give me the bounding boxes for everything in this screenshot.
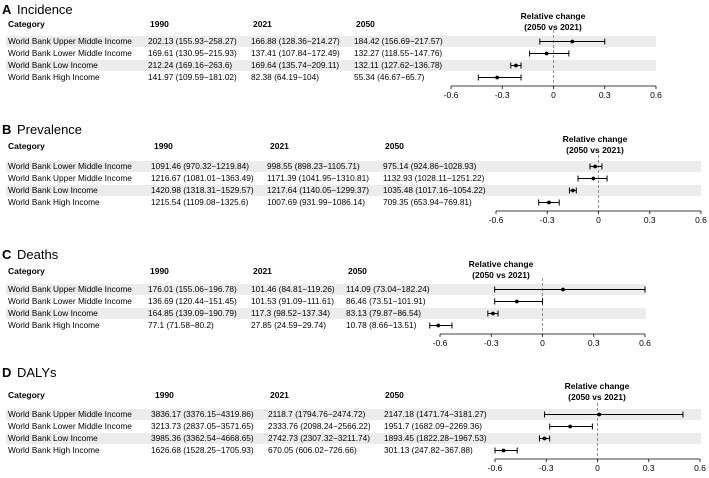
x-tick-label: 0: [540, 338, 545, 348]
value-1990-cell: 3836.17 (3376.15−4319.86): [151, 409, 254, 419]
x-tick-label: -0.3: [483, 338, 499, 348]
x-tick-label: 0.3: [642, 463, 655, 473]
x-tick-label: 0: [596, 215, 601, 225]
header-2021: 2021: [270, 141, 289, 151]
category-cell: World Bank Upper Middle Income: [8, 36, 132, 46]
panel-letter: B: [2, 122, 12, 137]
value-2050-cell: 132.27 (118.55−147.76): [354, 48, 443, 58]
value-2050-cell: 114.09 (73.04−182.24): [346, 284, 430, 294]
x-tick-label: 0.3: [643, 215, 656, 225]
header-category: Category: [8, 266, 45, 276]
panel-letter: D: [2, 365, 12, 380]
x-tick-label: 0: [551, 90, 556, 100]
category-cell: World Bank Low Income: [8, 433, 98, 443]
value-2050-cell: 1035.48 (1017.16−1054.22): [383, 185, 486, 195]
header-2050: 2050: [348, 266, 367, 276]
value-1990-cell: 169.61 (130.95−215.93): [148, 48, 237, 58]
relative-change-period: (2050 vs 2021): [524, 22, 582, 32]
x-tick-label: 0.6: [694, 463, 706, 473]
point-estimate: [502, 449, 506, 453]
point-estimate: [514, 64, 518, 68]
header-category: Category: [8, 141, 45, 151]
x-tick-label: 0.3: [598, 90, 611, 100]
value-1990-cell: 136.69 (120.44−151.45): [148, 296, 237, 306]
category-cell: World Bank Low Income: [8, 308, 98, 318]
value-2050-cell: 86.46 (73.51−101.91): [346, 296, 426, 306]
value-2050-cell: 10.78 (8.66−13.51): [346, 320, 417, 330]
relative-change-label: Relative change: [520, 11, 586, 21]
header-1990: 1990: [150, 19, 169, 29]
category-cell: World Bank High Income: [8, 445, 100, 455]
value-2021-cell: 82.38 (64.19−104): [251, 72, 320, 82]
value-2050-cell: 975.14 (924.86−1028.93): [383, 161, 477, 171]
value-1990-cell: 212.24 (169.16−263.6): [148, 60, 233, 70]
category-cell: World Bank High Income: [8, 72, 100, 82]
value-2050-cell: 184.42 (156.69−217.57): [354, 36, 443, 46]
value-2050-cell: 1893.45 (1822.28−1967.53): [384, 433, 487, 443]
category-cell: World Bank Lower Middle Income: [8, 296, 132, 306]
value-2021-cell: 1171.39 (1041.95−1310.81): [267, 173, 370, 183]
value-1990-cell: 176.01 (155.06−196.78): [148, 284, 237, 294]
panel-prevalence: [0, 122, 709, 232]
value-1990-cell: 141.97 (109.59−181.02): [148, 72, 237, 82]
value-1990-cell: 1626.68 (1528.25−1705.93): [151, 445, 254, 455]
relative-change-period: (2050 vs 2021): [568, 392, 626, 402]
x-tick-label: -0.6: [488, 215, 504, 225]
point-estimate: [597, 413, 601, 417]
value-1990-cell: 1215.54 (1109.08−1325.6): [151, 197, 249, 207]
value-2050-cell: 55.34 (46.67−65.7): [354, 72, 425, 82]
value-2021-cell: 101.53 (91.09−111.61): [251, 296, 334, 306]
point-estimate: [568, 425, 572, 429]
panel-title: DALYs: [17, 365, 57, 380]
point-estimate: [495, 76, 499, 80]
point-estimate: [593, 165, 597, 169]
value-2021-cell: 137.41 (107.84−172.49): [251, 48, 340, 58]
value-2050-cell: 1132.93 (1028.11−1251.22): [383, 173, 485, 183]
header-2050: 2050: [356, 19, 375, 29]
x-tick-label: -0.6: [443, 90, 459, 100]
value-2050-cell: 132.11 (127.62−136.78): [354, 60, 443, 70]
header-2050: 2050: [385, 390, 404, 400]
header-category: Category: [8, 390, 45, 400]
x-tick-label: -0.6: [487, 463, 503, 473]
value-1990-cell: 77.1 (71.58−80.2): [148, 320, 214, 330]
category-cell: World Bank Low Income: [8, 60, 98, 70]
header-1990: 1990: [154, 141, 173, 151]
value-2050-cell: 301.13 (247.82−367.88): [384, 445, 473, 455]
x-tick-label: 0.6: [695, 215, 707, 225]
value-2021-cell: 101.46 (84.81−119.26): [251, 284, 335, 294]
x-tick-label: 0.3: [587, 338, 600, 348]
panel-title: Incidence: [17, 2, 73, 17]
panel-title: Prevalence: [17, 122, 83, 137]
value-1990-cell: 3985.36 (3362.54−4668.65): [151, 433, 254, 443]
value-1990-cell: 202.13 (155.93−258.27): [148, 36, 237, 46]
header-2050: 2050: [385, 141, 404, 151]
point-estimate: [571, 189, 575, 193]
header-2021: 2021: [253, 19, 272, 29]
value-2021-cell: 1007.69 (931.99−1086.14): [267, 197, 366, 207]
relative-change-period: (2050 vs 2021): [472, 270, 530, 280]
relative-change-label: Relative change: [468, 259, 534, 269]
category-cell: World Bank Upper Middle Income: [8, 173, 132, 183]
panel-title: Deaths: [17, 247, 59, 262]
header-2021: 2021: [253, 266, 272, 276]
panel-dalys: [0, 365, 709, 478]
value-2050-cell: 83.13 (79.87−86.54): [346, 308, 421, 318]
category-cell: World Bank Low Income: [8, 185, 98, 195]
forest-plot: [0, 122, 709, 232]
point-estimate: [591, 177, 595, 181]
x-tick-label: -0.3: [538, 463, 554, 473]
x-tick-label: -0.6: [432, 338, 448, 348]
value-2021-cell: 166.88 (128.36−214.27): [251, 36, 340, 46]
x-tick-label: 0.6: [639, 338, 651, 348]
point-estimate: [545, 52, 549, 56]
category-cell: World Bank Lower Middle Income: [8, 48, 132, 58]
value-2021-cell: 117.3 (98.52−137.34): [251, 308, 330, 318]
panel-letter: A: [2, 2, 12, 17]
panel-letter: C: [2, 247, 12, 262]
x-tick-label: 0.6: [650, 90, 662, 100]
point-estimate: [515, 300, 519, 304]
category-cell: World Bank Upper Middle Income: [8, 284, 132, 294]
value-2050-cell: 709.35 (653.94−769.81): [383, 197, 472, 207]
value-2021-cell: 169.64 (135.74−209.11): [251, 60, 340, 70]
category-cell: World Bank Upper Middle Income: [8, 409, 132, 419]
value-1990-cell: 1420.98 (1318.31−1529.57): [151, 185, 254, 195]
relative-change-label: Relative change: [564, 381, 630, 391]
value-2021-cell: 998.55 (898.23−1105.71): [267, 161, 360, 171]
value-2021-cell: 2742.73 (2307.32−3211.74): [268, 433, 371, 443]
header-1990: 1990: [155, 390, 174, 400]
panel-incidence: [0, 2, 709, 107]
x-tick-label: -0.3: [494, 90, 510, 100]
relative-change-period: (2050 vs 2021): [566, 145, 624, 155]
value-2050-cell: 1951.7 (1682.09−2269.36): [384, 421, 483, 431]
point-estimate: [570, 40, 574, 44]
forest-plot: [0, 365, 709, 478]
category-cell: World Bank High Income: [8, 197, 100, 207]
header-1990: 1990: [150, 266, 169, 276]
panel-deaths: [0, 247, 709, 352]
value-2050-cell: 2147.18 (1471.74−3181.27): [384, 409, 487, 419]
point-estimate: [547, 201, 551, 205]
x-tick-label: -0.3: [539, 215, 555, 225]
category-cell: World Bank Lower Middle Income: [8, 421, 132, 431]
point-estimate: [436, 324, 440, 328]
forest-plot: [0, 247, 709, 352]
value-2021-cell: 27.85 (24.59−29.74): [251, 320, 326, 330]
value-2021-cell: 2118.7 (1794.76−2474.72): [268, 409, 366, 419]
category-cell: World Bank High Income: [8, 320, 100, 330]
point-estimate: [543, 437, 547, 441]
category-cell: World Bank Lower Middle Income: [8, 161, 132, 171]
value-1990-cell: 1216.67 (1081.01−1363.49): [151, 173, 254, 183]
header-2021: 2021: [270, 390, 289, 400]
value-2021-cell: 2333.76 (2098.24−2566.22): [268, 421, 371, 431]
value-1990-cell: 3213.73 (2837.05−3571.65): [151, 421, 254, 431]
value-2021-cell: 1217.64 (1140.05−1299.37): [267, 185, 370, 195]
relative-change-label: Relative change: [562, 134, 628, 144]
forest-plot: [0, 2, 709, 107]
value-1990-cell: 164.85 (139.09−190.79): [148, 308, 237, 318]
value-1990-cell: 1091.46 (970.32−1219.84): [151, 161, 250, 171]
header-category: Category: [8, 19, 45, 29]
point-estimate: [561, 288, 565, 292]
x-tick-label: 0: [595, 463, 600, 473]
point-estimate: [491, 312, 495, 316]
value-2021-cell: 670.05 (606.02−726.66): [268, 445, 357, 455]
